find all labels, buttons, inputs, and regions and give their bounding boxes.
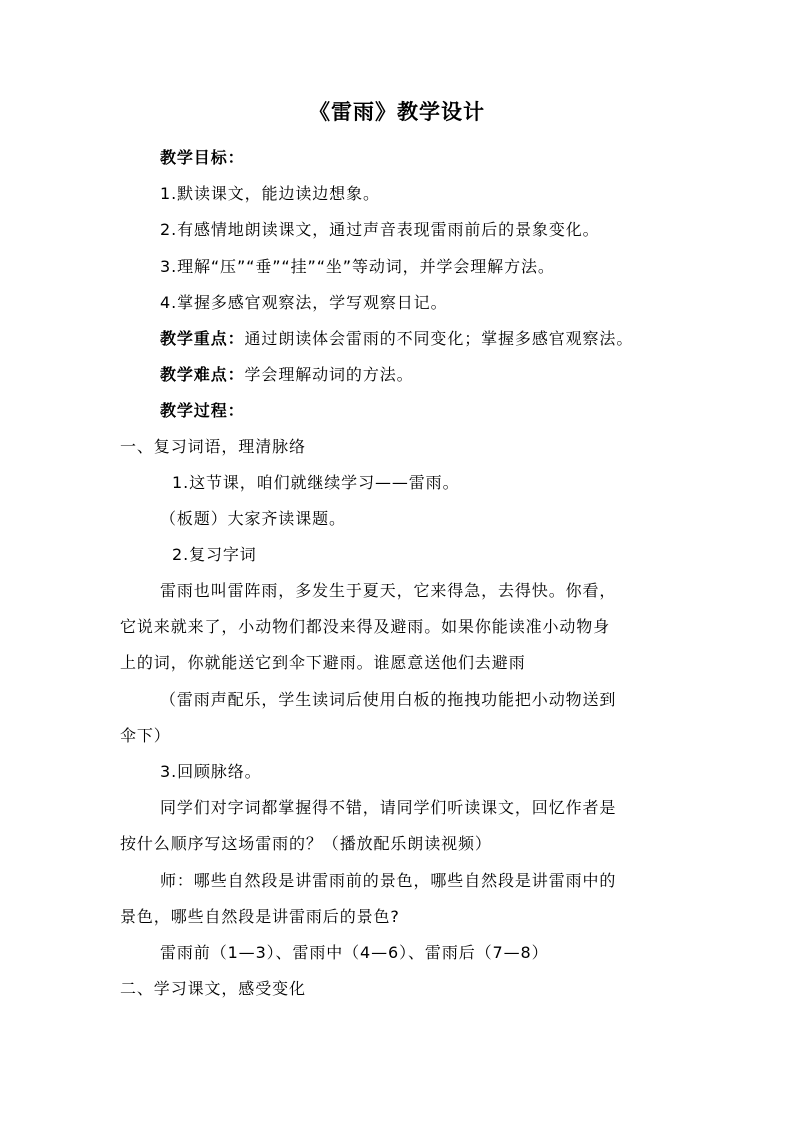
difficulty-line: [160, 362, 414, 388]
paragraph-line: （雷雨声配乐，学生读词后使用白板的拖拽功能把小动物送到: [160, 690, 617, 709]
key-points-line: [160, 326, 633, 352]
paragraph-line: 雷雨也叫雷阵雨，多发生于夏天，它来得急，去得快。你看，: [160, 581, 617, 600]
key-points-text: 通过朗读体会雷雨的不同变化；掌握多感官观察法。: [244, 329, 634, 348]
objective-item-2: 2.有感情地朗读课文，通过声音表现雷雨前后的景象变化。: [160, 220, 600, 239]
step-three: 3.回顾脉络。: [160, 762, 262, 781]
difficulty-label: 教学难点：: [160, 365, 245, 384]
section-one-heading: 一、复习词语，理清脉络: [120, 437, 306, 456]
paragraph-line: 按什么顺序写这场雷雨的？（播放配乐朗读视频）: [120, 834, 492, 853]
paragraph-line: 伞下）: [120, 726, 171, 745]
difficulty-text: 学会理解动词的方法。: [244, 365, 414, 384]
paragraph-line: 师：哪些自然段是讲雷雨前的景色，哪些自然段是讲雷雨中的: [160, 871, 617, 890]
objective-item-1: 1.默读课文，能边读边想象。: [160, 184, 380, 203]
step-one: 1.这节课，咱们就继续学习——雷雨。: [172, 473, 460, 492]
paragraph-line: 它说来就来了，小动物们都没来得及避雨。如果你能读准小动物身: [120, 617, 611, 636]
objective-item-4: 4.掌握多感官观察法，学写观察日记。: [160, 293, 448, 312]
paragraph-line: 景色，哪些自然段是讲雷雨后的景色?: [120, 907, 400, 926]
objectives-heading: 教学目标：: [160, 148, 245, 167]
sequence-line: 雷雨前（1—3）、雷雨中（4—6）、雷雨后（7—8）: [160, 943, 549, 962]
process-heading: 教学过程：: [160, 401, 245, 420]
objective-item-3: 3.理解“压”“垂”“挂”“坐”等动词，并学会理解方法。: [160, 257, 555, 276]
document-title: 《雷雨》教学设计: [309, 100, 485, 124]
key-points-label: 教学重点：: [160, 329, 245, 348]
step-two: 2.复习字词: [172, 545, 257, 564]
paragraph-line: 上的词，你就能送它到伞下避雨。谁愿意送他们去避雨: [120, 653, 526, 672]
board-note: （板题）大家齐读课题。: [160, 509, 346, 528]
section-two-heading: 二、学习课文，感受变化: [120, 979, 306, 998]
paragraph-line: 同学们对字词都掌握得不错，请同学们听读课文，回忆作者是: [160, 798, 617, 817]
